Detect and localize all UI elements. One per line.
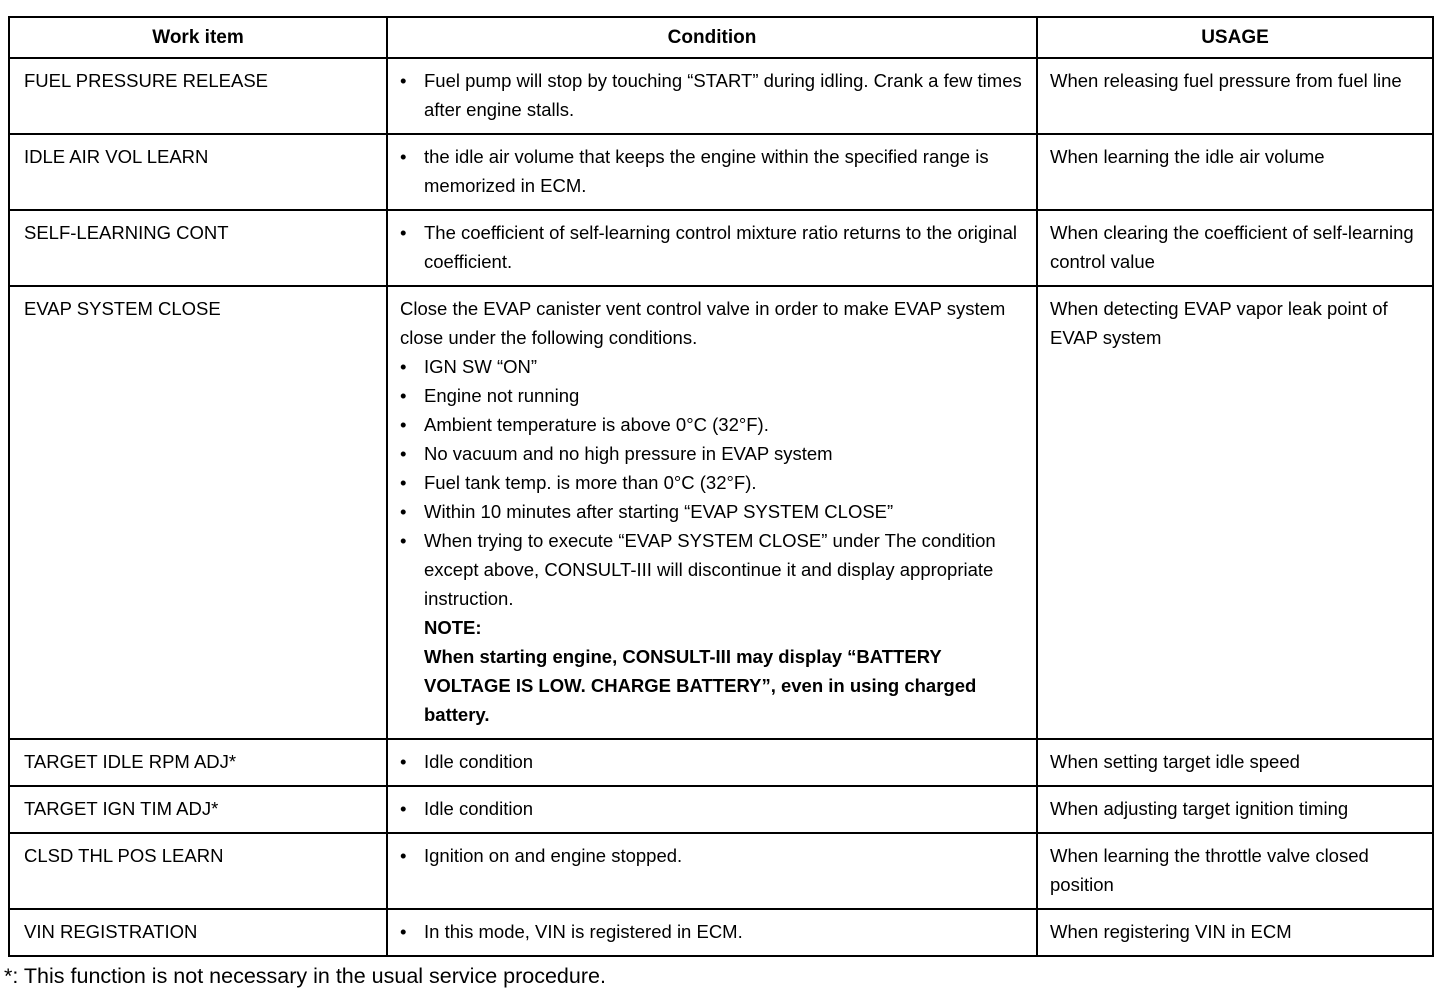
- condition-text: Idle condition: [424, 798, 534, 819]
- condition-text: the idle air volume that keeps the engine within the specified range is memorized in ECM.: [424, 146, 989, 196]
- bullet-icon: •: [400, 414, 407, 435]
- bullet-icon: •: [400, 472, 407, 493]
- bullet-icon: •: [400, 222, 407, 243]
- usage-cell: When releasing fuel pressure from fuel line: [1037, 58, 1433, 134]
- usage-cell: When adjusting target ignition timing: [1037, 786, 1433, 833]
- condition-text: Fuel pump will stop by touching “START” during idling. Crank a few times after engine stalls.: [424, 70, 1022, 120]
- condition-text: Ambient temperature is above 0°C (32°F).: [424, 414, 769, 435]
- condition-text: Close the EVAP canister vent control valve in order to make EVAP system close under the following conditions.: [400, 298, 1006, 348]
- header-row: [9, 17, 1433, 58]
- table-row: [9, 909, 1433, 956]
- condition-cell: [387, 210, 1037, 286]
- condition-bullet: [400, 142, 1024, 200]
- condition-cell: [387, 833, 1037, 909]
- usage-cell: When setting target idle speed: [1037, 739, 1433, 786]
- work-item-cell: VIN REGISTRATION: [9, 909, 387, 956]
- bullet-icon: •: [400, 921, 407, 942]
- condition-cell: [387, 909, 1037, 956]
- condition-bullet: [400, 526, 1024, 613]
- table-row: [9, 58, 1433, 134]
- condition-text: When trying to execute “EVAP SYSTEM CLOSE” under The condition except above, CONSULT-III will discontinue it and display appropriate instruction.: [424, 530, 996, 609]
- condition-bullet: [400, 66, 1024, 124]
- condition-text: Fuel tank temp. is more than 0°C (32°F).: [424, 472, 757, 493]
- condition-text: IGN SW “ON”: [424, 356, 538, 377]
- bullet-icon: •: [400, 530, 407, 551]
- bullet-icon: •: [400, 385, 407, 406]
- condition-bullet: [400, 917, 1024, 946]
- condition-text: Within 10 minutes after starting “EVAP SYSTEM CLOSE”: [424, 501, 894, 522]
- condition-cell: [387, 286, 1037, 739]
- condition-bullet: [400, 747, 1024, 776]
- table-row: [9, 739, 1433, 786]
- condition-bullet: [400, 468, 1024, 497]
- note-label: NOTE:: [424, 617, 482, 638]
- condition-text: The coefficient of self-learning control mixture ratio returns to the original coefficient.: [424, 222, 1017, 272]
- condition-bullet: [400, 218, 1024, 276]
- condition-cell: [387, 134, 1037, 210]
- condition-bullet: [400, 794, 1024, 823]
- table-row: [9, 134, 1433, 210]
- condition-cell: [387, 739, 1037, 786]
- bullet-icon: •: [400, 751, 407, 772]
- condition-bullet: [400, 410, 1024, 439]
- work-item-cell: SELF-LEARNING CONT: [9, 210, 387, 286]
- work-item-cell: CLSD THL POS LEARN: [9, 833, 387, 909]
- condition-cell: [387, 786, 1037, 833]
- table-row: [9, 286, 1433, 739]
- bullet-icon: •: [400, 356, 407, 377]
- table-row: [9, 786, 1433, 833]
- condition-bullet: [400, 439, 1024, 468]
- usage-cell: When clearing the coefficient of self-learning control value: [1037, 210, 1433, 286]
- condition-bullet: [400, 352, 1024, 381]
- condition-text: Idle condition: [424, 751, 534, 772]
- bullet-icon: •: [400, 443, 407, 464]
- work-item-cell: FUEL PRESSURE RELEASE: [9, 58, 387, 134]
- header-condition: Condition: [387, 17, 1037, 58]
- condition-text: In this mode, VIN is registered in ECM.: [424, 921, 743, 942]
- usage-cell: When learning the idle air volume: [1037, 134, 1433, 210]
- condition-text: Engine not running: [424, 385, 580, 406]
- table-row: [9, 833, 1433, 909]
- usage-cell: When learning the throttle valve closed position: [1037, 833, 1433, 909]
- condition-cell: [387, 58, 1037, 134]
- condition-text: Ignition on and engine stopped.: [424, 845, 683, 866]
- footnote: *: This function is not necessary in the usual service procedure.: [4, 964, 606, 988]
- usage-cell: When detecting EVAP vapor leak point of EVAP system: [1037, 286, 1433, 739]
- bullet-icon: •: [400, 501, 407, 522]
- condition-bullet: [400, 497, 1024, 526]
- bullet-icon: •: [400, 70, 407, 91]
- condition-text: No vacuum and no high pressure in EVAP system: [424, 443, 833, 464]
- bullet-icon: •: [400, 845, 407, 866]
- work-support-table: [8, 16, 1434, 957]
- work-item-cell: EVAP SYSTEM CLOSE: [9, 286, 387, 739]
- bullet-icon: •: [400, 146, 407, 167]
- work-item-cell: TARGET IGN TIM ADJ*: [9, 786, 387, 833]
- header-work-item: Work item: [9, 17, 387, 58]
- work-item-cell: TARGET IDLE RPM ADJ*: [9, 739, 387, 786]
- note-text: When starting engine, CONSULT-III may display “BATTERY VOLTAGE IS LOW. CHARGE BATTERY”, even in using charged battery.: [424, 646, 977, 725]
- condition-bullet: [400, 381, 1024, 410]
- work-item-cell: IDLE AIR VOL LEARN: [9, 134, 387, 210]
- condition-bullet: [400, 841, 1024, 870]
- header-usage: USAGE: [1037, 17, 1433, 58]
- usage-cell: When registering VIN in ECM: [1037, 909, 1433, 956]
- bullet-icon: •: [400, 798, 407, 819]
- table-row: [9, 210, 1433, 286]
